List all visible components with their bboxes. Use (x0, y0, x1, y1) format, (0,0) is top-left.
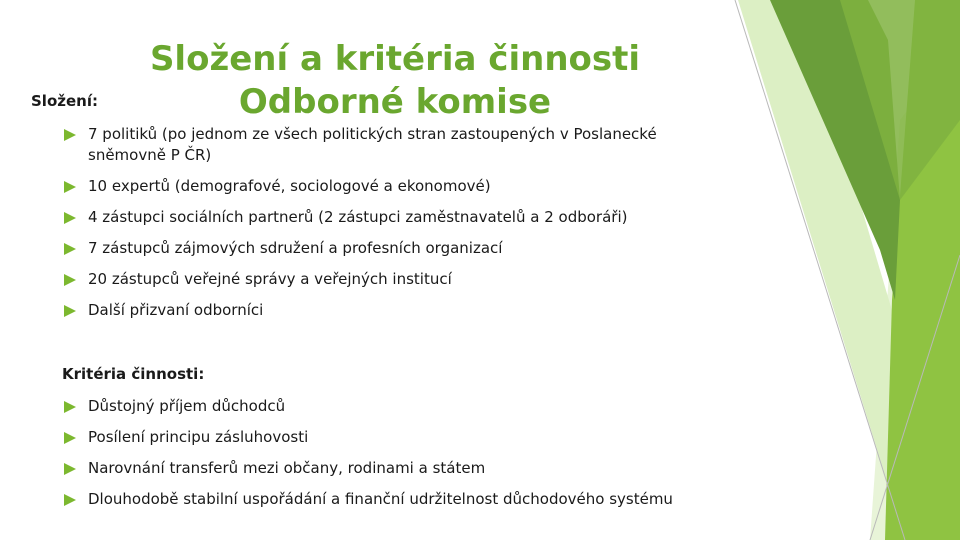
criteria-list (64, 396, 673, 520)
triangle-right-icon (64, 181, 76, 193)
list-item (64, 207, 708, 238)
triangle-right-icon (64, 243, 76, 255)
list-item (64, 238, 708, 269)
list-item-text: Dlouhodobě stabilní uspořádání a finanční udržitelnost důchodového systému (88, 490, 673, 508)
list-item-text: 7 politiků (po jednom ze všech politických stran zastoupených v Poslanecké sněmovně P ČR) (88, 125, 657, 164)
list-item-text: 4 zástupci sociálních partnerů (2 zástupci zaměstnavatelů a 2 odboráři) (88, 208, 628, 226)
list-item (64, 427, 673, 458)
composition-list (64, 124, 708, 331)
list-item (64, 489, 673, 520)
list-item-text: Posílení principu zásluhovosti (88, 428, 309, 446)
triangle-right-icon (64, 494, 76, 506)
triangle-right-icon (64, 463, 76, 475)
list-item-text: Narovnání transferů mezi občany, rodinami a státem (88, 459, 486, 477)
list-item-text: 20 zástupců veřejné správy a veřejných institucí (88, 270, 452, 288)
list-item (64, 176, 708, 207)
list-item (64, 396, 673, 427)
criteria-label: Kritéria činnosti: (62, 365, 205, 383)
list-item-text: Důstojný příjem důchodců (88, 397, 286, 415)
list-item-text: Další přizvaní odborníci (88, 301, 264, 319)
list-item (64, 269, 708, 300)
triangle-right-icon (64, 401, 76, 413)
slide-title: Složení a kritéria činnosti Odborné komise (149, 39, 641, 122)
triangle-right-icon (64, 432, 76, 444)
triangle-right-icon (64, 212, 76, 224)
list-item-text: 10 expertů (demografové, sociologové a ekonomové) (88, 177, 491, 195)
triangle-right-icon (64, 305, 76, 317)
composition-label: Složení: (31, 92, 98, 110)
list-item (64, 124, 708, 176)
list-item (64, 458, 673, 489)
list-item (64, 300, 708, 331)
list-item-text: 7 zástupců zájmových sdružení a profesních organizací (88, 239, 503, 257)
triangle-right-icon (64, 274, 76, 286)
triangle-right-icon (64, 129, 76, 141)
